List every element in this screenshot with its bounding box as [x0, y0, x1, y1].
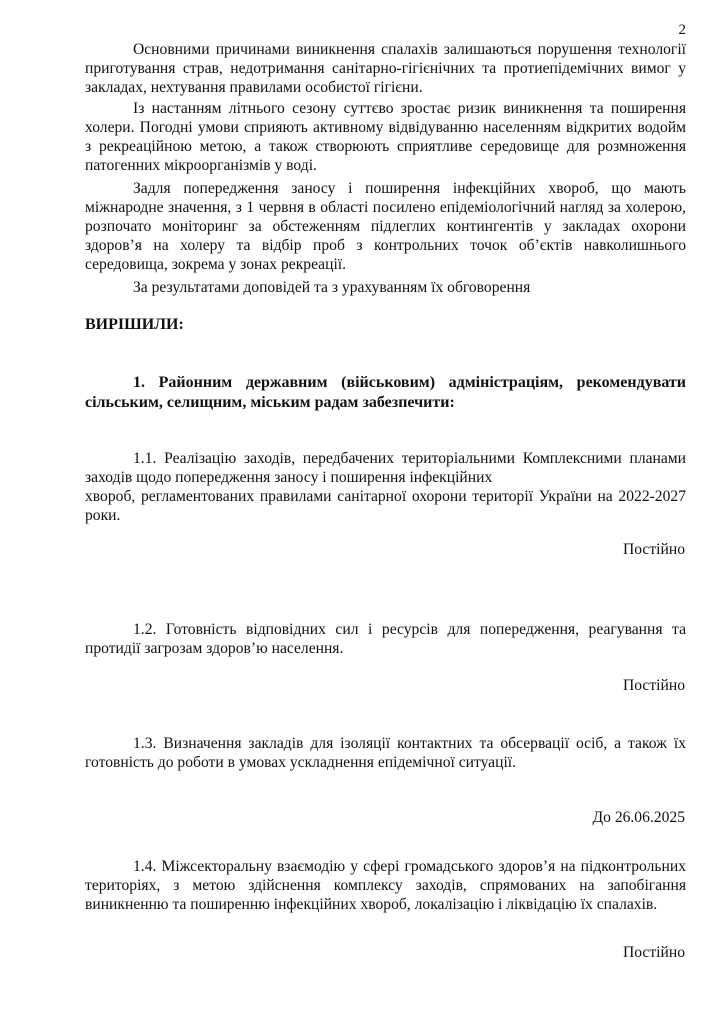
item-1-4-deadline: Постійно	[622, 944, 685, 961]
item-1-4-text: 1.4. Міжсекторальну взаємодію у сфері громадського здоров’я на підконтрольних територіях, з метою здійснення комплексу заходів, спрямованих на запобігання виникненню та поширенню інфекційних хвороб, локалізацію і ліквідацію їх спалахів.	[85, 858, 686, 913]
item-1-3-deadline: До 26.06.2025	[592, 809, 685, 826]
section-1-title: 1. Районним державним (військовим) адміністраціям, рекомендувати сільським, селищним, міським радам забезпечити:	[85, 374, 686, 411]
item-1-1-line1: 1.1. Реалізацію заходів, передбачених територіальними Комплексними планами заходів щодо попередження заносу і поширення інфекційних	[85, 450, 686, 486]
item-1-1-line2: хвороб, регламентованих правилами санітарної охорони території України на 2022-2027 роки.	[85, 488, 686, 524]
intro-paragraph-3: Задля попередження заносу і поширення інфекційних хвороб, що мають міжнародне значення, з 1 червня в області посилено епідеміологічний нагляд за холерою, розпочато моніторинг за обстеженням підлеглих контингентів у закладах охорони здоров’я на холеру та відбір проб з контрольних точок об’єктів навколишнього середовища, зокрема у зонах рекреації.	[85, 180, 686, 273]
item-1-2-deadline: Постійно	[622, 677, 685, 694]
item-1-3-text: 1.3. Визначення закладів для ізоляції контактних та обсервації осіб, а також їх готовність до роботи в умовах ускладнення епідемічної ситуації.	[85, 735, 686, 771]
item-1-1-deadline: Постійно	[622, 541, 685, 558]
intro-paragraph-4: За результатами доповідей та з урахуванням їх обговорення	[133, 279, 531, 296]
item-1-2-text: 1.2. Готовність відповідних сил і ресурсів для попередження, реагування та протидії загрозам здоров’ю населення.	[85, 621, 686, 657]
decided-heading: ВИРІШИЛИ:	[85, 316, 184, 333]
intro-paragraph-1: Основними причинами виникнення спалахів залишаються порушення технології приготування страв, недотримання санітарно-гігієнічних та протиепідемічних вимог у закладах, нехтування правилами особистої гігієни.	[85, 41, 686, 96]
intro-paragraph-2: Із настанням літнього сезону суттєво зростає ризик виникнення та поширення холери. Погодні умови сприяють активному відвідуванню населенням відкритих водойм з рекреаційною метою, а також створюють сприятливе середовище для розмноження патогенних мікроорганізмів у воді.	[85, 100, 686, 174]
page-number: 2	[678, 22, 686, 38]
